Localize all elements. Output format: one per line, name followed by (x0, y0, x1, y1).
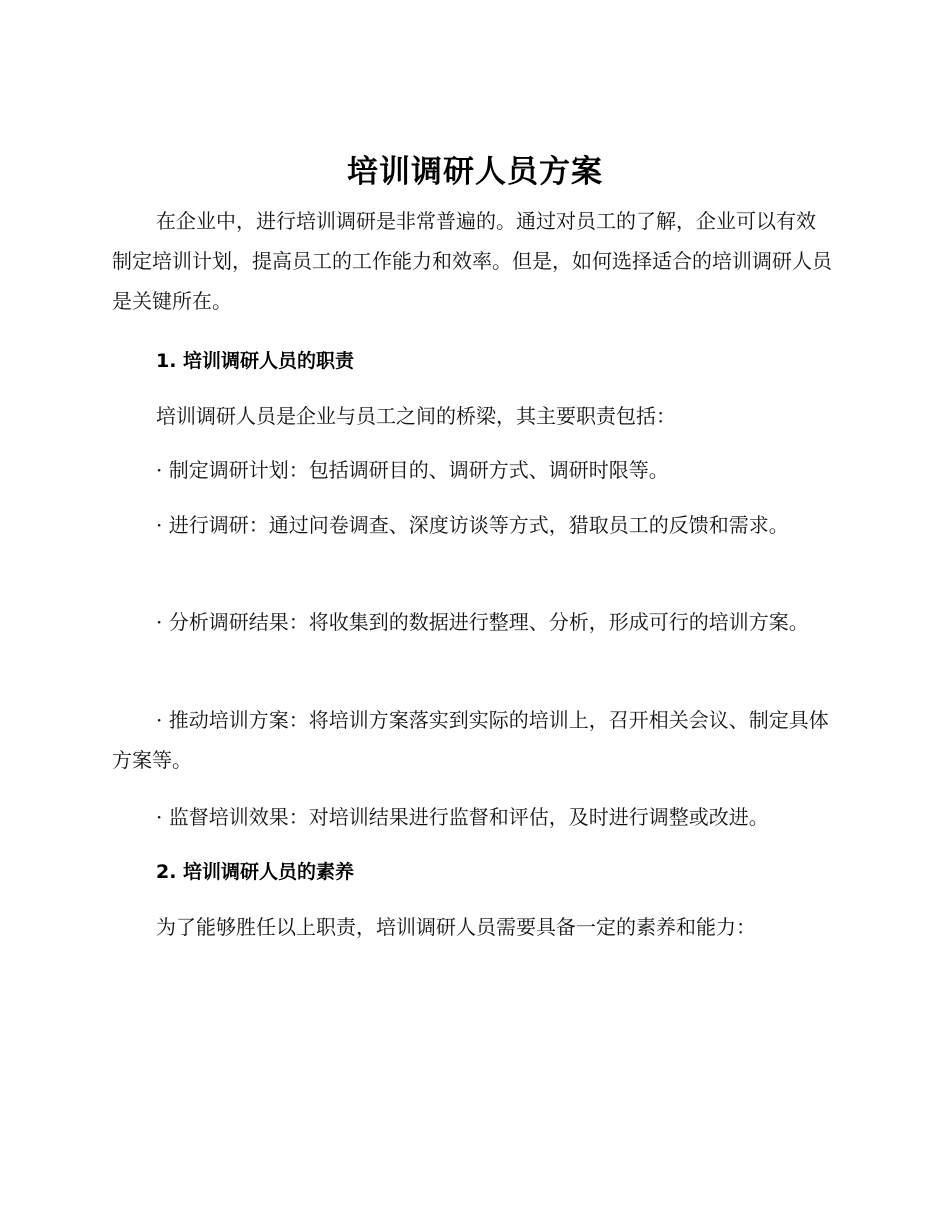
section-2-heading: 2. 培训调研人员的素养 (156, 861, 355, 883)
section-1-heading: 1. 培训调研人员的职责 (156, 350, 355, 372)
section-1-lead: 培训调研人员是企业与员工之间的桥梁，其主要职责包括： (156, 404, 676, 428)
duty-item: · 分析调研结果：将收集到的数据进行整理、分析，形成可行的培训方案。 (156, 610, 809, 634)
duty-item: · 监督培训效果：对培训结果进行监督和评估，及时进行调整或改进。 (156, 805, 769, 829)
duty-item: · 进行调研：通过问卷调查、深度访谈等方式，猎取员工的反馈和需求。 (156, 513, 789, 537)
section-2-lead: 为了能够胜任以上职责，培训调研人员需要具备一定的素养和能力： (156, 915, 756, 939)
document-title: 培训调研人员方案 (347, 154, 603, 190)
duty-item: · 制定调研计划：包括调研目的、调研方式、调研时限等。 (156, 458, 669, 482)
intro-paragraph: 在企业中，进行培训调研是非常普遍的。通过对员工的了解，企业可以有效制定培训计划，提高员工的工作能力和效率。但是，如何选择适合的培训调研人员是关键所在。 (112, 209, 832, 313)
duty-item: · 推动培训方案：将培训方案落实到实际的培训上，召开相关会议、制定具体方案等。 (112, 708, 829, 772)
